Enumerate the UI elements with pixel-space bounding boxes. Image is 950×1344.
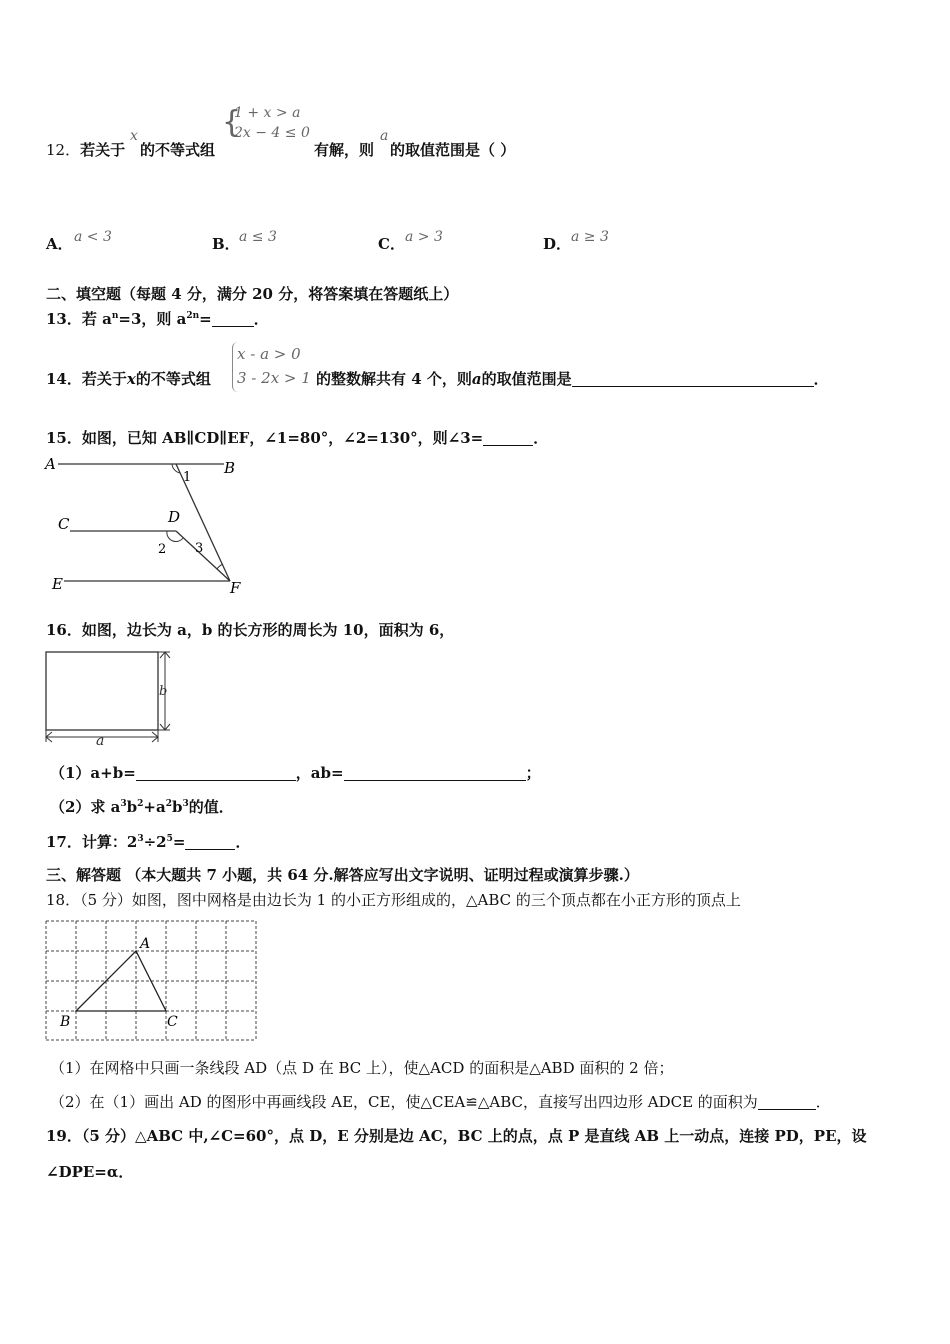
side-label-a: a (96, 733, 105, 748)
answer-blank[interactable] (212, 312, 254, 327)
q16-rectangle-figure (40, 648, 180, 748)
q18-grid-figure (40, 914, 265, 1046)
q12-option-d: D． (543, 235, 572, 253)
point-label-a: A (45, 455, 56, 473)
answer-blank[interactable] (344, 766, 526, 781)
q18-part-1: （1）在网格中只画一条线段 AD（点 D 在 BC 上），使△ACD 的面积是△ABD 面积的 2 倍； (50, 1059, 674, 1077)
point-label-b: B (224, 459, 236, 477)
q12-var-a: a (380, 128, 389, 144)
angle-label-2: 2 (158, 542, 167, 557)
q12-option-b-expr: a ≤ 3 (239, 229, 277, 245)
side-label-b: b (159, 684, 168, 699)
answer-blank[interactable] (572, 372, 814, 387)
section-2-title: 二、填空题（每题 4 分，满分 20 分，将答案填在答题纸上） (46, 285, 459, 303)
q12-text-3: 有解，则 (314, 141, 375, 159)
q16-stem: 16．如图，边长为 a，b 的长方形的周长为 10，面积为 6， (46, 621, 455, 639)
vertex-label-c: C (167, 1014, 178, 1030)
q15-stem: 15．如图，已知 AB∥CD∥EF，∠1=80°，∠2=130°，则∠3= ． (46, 429, 549, 447)
q17: 17．计算：$2^3\div 2^5=$ ． (46, 833, 251, 851)
point-label-c: C (58, 515, 70, 533)
q12-option-b: B． (212, 235, 240, 253)
vertex-label-b: B (60, 1014, 71, 1030)
q16-part-2: （2）求 $a^3b^2+a^2b^3$的值． (50, 798, 234, 816)
q19-line-2: ∠DPE=α． (46, 1163, 134, 1181)
q16-part-1: （1）a+b= ，ab= ； (50, 764, 541, 782)
answer-blank[interactable] (136, 766, 296, 781)
left-brace-icon: { (222, 105, 242, 140)
q14-inequality-system: x - a > 0 3 - 2x > 1 (232, 342, 317, 392)
q12-option-c-expr: a > 3 (405, 229, 443, 245)
answer-blank[interactable] (758, 1095, 816, 1110)
q12-option-c: C． (378, 235, 405, 253)
q14-text: 的整数解共有 4 个，则a的取值范围是 ． (316, 370, 829, 388)
q12-inequality-system: { 1 + x > a 2x − 4 ≤ 0 (222, 105, 310, 141)
q12-option-d-expr: a ≥ 3 (571, 229, 609, 245)
q12-stem: 12．若关于 (46, 141, 126, 159)
section-3-title: 三、解答题 （本大题共 7 小题，共 64 分.解答应写出文字说明、证明过程或演算步骤.） (46, 866, 639, 884)
angle-label-3: 3 (195, 541, 204, 556)
q12-text-4: 的取值范围是（ ） (390, 141, 516, 159)
q14-stem: 14．若关于x的不等式组 (46, 370, 211, 388)
point-label-d: D (168, 508, 181, 526)
q12-text-2: 的不等式组 (140, 141, 216, 159)
q15-parallel-lines-figure (40, 452, 250, 598)
point-label-f: F (230, 579, 241, 597)
q18-stem: 18．（5 分）如图，图中网格是由边长为 1 的小正方形组成的，△ABC 的三个顶点都在小正方形的顶点上 (46, 891, 741, 909)
q18-part-2: （2）在（1）画出 AD 的图形中再画线段 AE，CE，使△CEA≌△ABC，直接写出四边形 ADCE 的面积为 ． (50, 1093, 831, 1111)
q19-line-1: 19．（5 分）△ABC 中,∠C=60°，点 D，E 分别是边 AC，BC 上的点，点 P 是直线 AB 上一动点，连接 PD，PE，设 (46, 1127, 867, 1145)
angle-label-1: 1 (183, 470, 192, 485)
answer-blank[interactable] (483, 431, 533, 446)
answer-blank[interactable] (185, 835, 235, 850)
q13: 13．若 $a^n=3$，则 $a^{2n}=$ ． (46, 310, 269, 328)
vertex-label-a: A (140, 936, 151, 952)
point-label-e: E (52, 575, 63, 593)
q12-option-a: A． (46, 235, 73, 253)
q12-option-a-expr: a < 3 (74, 229, 112, 245)
q12-var-x: x (130, 128, 138, 144)
